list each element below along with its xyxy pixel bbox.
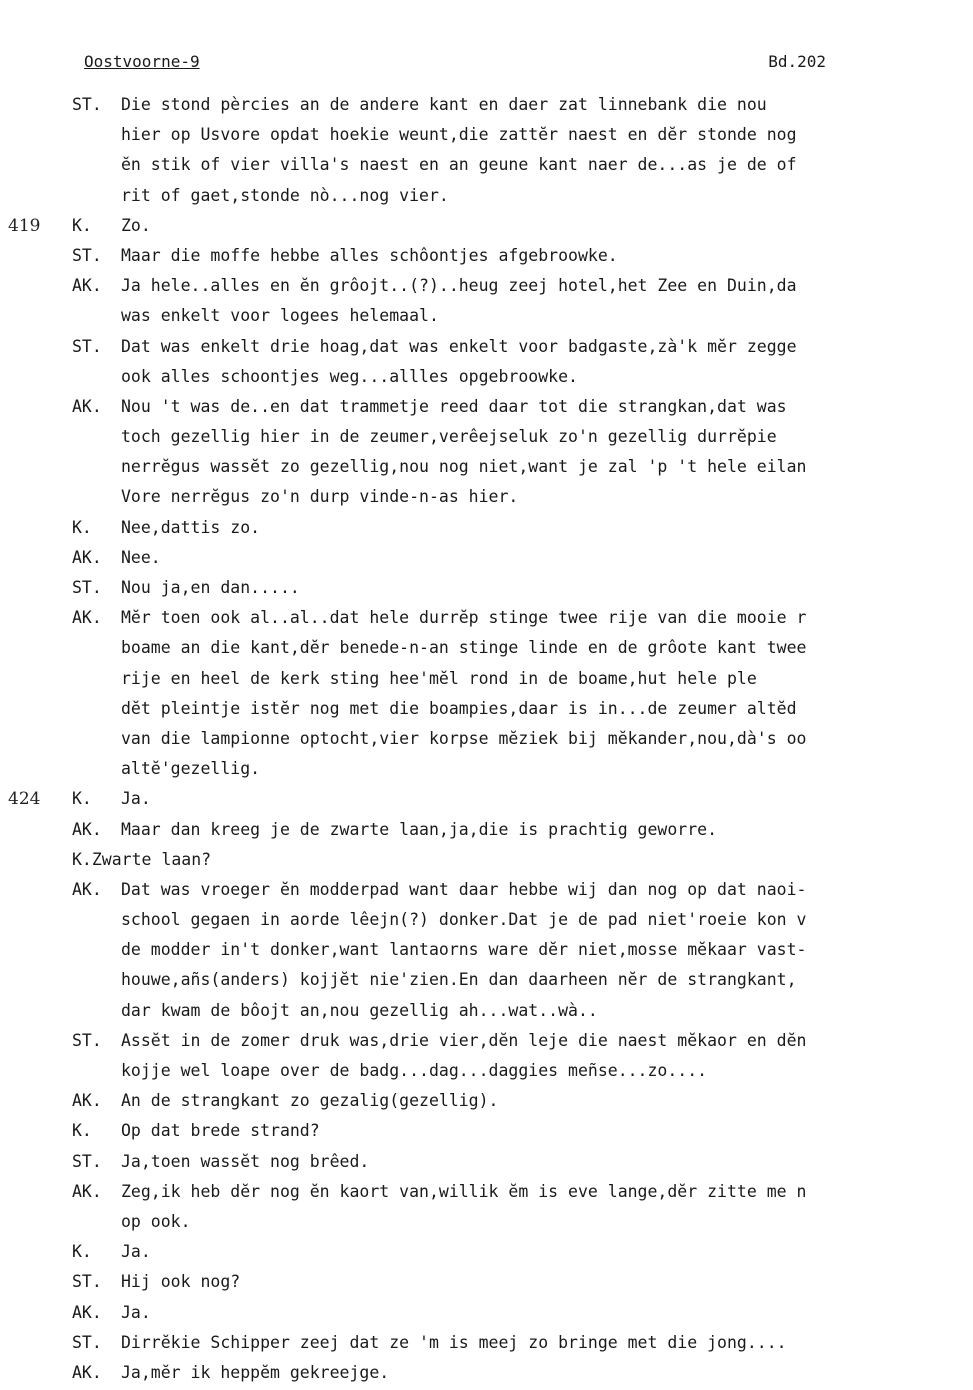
- speaker-label: AK.: [72, 1302, 102, 1322]
- speaker-label: K.: [72, 789, 92, 809]
- transcript-entry: [0, 815, 973, 845]
- transcript-line: [0, 1237, 973, 1267]
- transcript-line: [0, 452, 973, 482]
- transcript-entry: [0, 513, 973, 543]
- utterance-text: nerrĕgus wassĕt zo gezellig,nou nog niet,want je zal 'p 't hele eilan: [121, 457, 807, 477]
- speaker-label: ST.: [72, 1332, 102, 1352]
- transcript-line: [0, 120, 973, 150]
- utterance-text: school gegaen in aorde lêejn(?) donker.Dat je de pad niet'roeie kon v: [121, 910, 807, 930]
- transcript-entry: [0, 271, 973, 331]
- utterance-text: Zeg,ik heb dĕr nog ĕn kaort van,willik ĕm is eve lange,dĕr zitte me n: [121, 1181, 807, 1201]
- transcript-line: [0, 1177, 973, 1207]
- transcript-line: [0, 241, 973, 271]
- speaker-label: K.Zwarte laan?: [72, 849, 212, 869]
- utterance-text: rit of gaet,stonde nò...nog vier.: [121, 185, 449, 205]
- utterance-text: hier op Usvore opdat hoekie weunt,die zattĕr naest en dĕr stonde nog: [121, 125, 797, 145]
- utterance-text: Ja hele..alles en ĕn grôojt..(?)..heug zeej hotel,het Zee en Duin,da: [121, 276, 797, 296]
- utterance-text: dar kwam de bôojt an,nou gezellig ah...wat..wà..: [121, 1000, 598, 1020]
- transcript-line: [0, 935, 973, 965]
- speaker-label: K.: [72, 1121, 92, 1141]
- speaker-label: AK.: [72, 1091, 102, 1111]
- transcript-line: [0, 362, 973, 392]
- speaker-label: AK.: [72, 396, 102, 416]
- transcript-line: [0, 332, 973, 362]
- utterance-text: An de strangkant zo gezalig(gezellig).: [121, 1091, 499, 1111]
- transcript-line: [0, 271, 973, 301]
- utterance-text: Vore nerrĕgus zo'n durp vinde-n-as hier.: [121, 487, 519, 507]
- speaker-label: ST.: [72, 1030, 102, 1050]
- transcript-entry: [0, 1298, 973, 1328]
- transcript-entry: [0, 1177, 973, 1237]
- utterance-text: Ja.: [121, 1302, 151, 1322]
- transcript-entry: [0, 1358, 973, 1388]
- transcript-line: [0, 1116, 973, 1146]
- utterance-text: Ja.: [121, 1242, 151, 1262]
- transcript-line: [0, 392, 973, 422]
- transcript-line: [0, 1267, 973, 1297]
- transcript-entry: [0, 1086, 973, 1116]
- utterance-text: toch gezellig hier in de zeumer,verêejseluk zo'n gezellig durrĕpie: [121, 427, 777, 447]
- transcript-entry: [0, 1328, 973, 1358]
- transcript-line: [0, 1358, 973, 1388]
- transcript-line: [0, 1328, 973, 1358]
- transcript-entry: [0, 241, 973, 271]
- utterance-text: Ja,toen wassĕt nog brêed.: [121, 1151, 370, 1171]
- utterance-text: boame an die kant,dĕr benede-n-an stinge linde en de grôote kant twee: [121, 638, 807, 658]
- transcript-line: [0, 754, 973, 784]
- utterance-text: Dirrĕkie Schipper zeej dat ze 'm is meej zo bringe met die jong....: [121, 1332, 787, 1352]
- transcript-entry: [0, 875, 973, 1026]
- transcript-entry: [0, 1116, 973, 1146]
- transcript-line: [0, 996, 973, 1026]
- utterance-text: Nou ja,en dan.....: [121, 578, 300, 597]
- transcript-line: [0, 724, 973, 754]
- speaker-label: AK.: [72, 1181, 102, 1201]
- utterance-text: Zo.: [121, 215, 151, 235]
- utterance-text: op ook.: [121, 1211, 191, 1231]
- transcript-entry: [0, 1237, 973, 1267]
- utterance-text: rije en heel de kerk sting hee'mĕl rond in de boame,hut hele ple: [121, 668, 757, 688]
- speaker-label: AK.: [72, 1362, 102, 1382]
- transcript-line: [0, 90, 973, 120]
- transcript-line: [0, 573, 973, 603]
- transcript-entry: [0, 211, 973, 241]
- utterance-text: Ja.: [121, 789, 151, 809]
- transcript-line: [0, 1207, 973, 1237]
- utterance-text: Maar dan kreeg je de zwarte laan,ja,die is prachtig geworre.: [121, 819, 718, 839]
- transcript-line: [0, 482, 973, 512]
- speaker-label: ST.: [72, 336, 102, 356]
- transcript-line: [0, 1086, 973, 1116]
- speaker-label: ST.: [72, 95, 102, 114]
- margin-line-number: 419: [8, 215, 41, 236]
- transcript-entry: [0, 543, 973, 573]
- transcript-line: [0, 784, 973, 814]
- header-tape-number: Bd.202: [768, 52, 826, 71]
- utterance-text: Hij ook nog?: [121, 1272, 241, 1292]
- utterance-text: van die lampionne optocht,vier korpse mĕziek bij mĕkander,nou,dà's oo: [121, 728, 807, 748]
- speaker-label: ST.: [72, 245, 102, 265]
- transcript-entry: [0, 90, 973, 211]
- margin-line-number: 424: [8, 789, 41, 810]
- utterance-text: ook alles schoontjes weg...allles opgebroowke.: [121, 366, 578, 386]
- transcript-line: [0, 965, 973, 995]
- utterance-text: Die stond pèrcies an de andere kant en daer zat linnebank die nou: [121, 95, 767, 114]
- transcript-entry: [0, 1147, 973, 1177]
- speaker-label: AK.: [72, 547, 102, 567]
- utterance-text: Ja,mĕr ik heppĕm gekreejge.: [121, 1362, 390, 1382]
- utterance-text: Nee,dattis zo.: [121, 517, 261, 537]
- speaker-label: AK.: [72, 608, 102, 628]
- transcript-line: [0, 422, 973, 452]
- page-header: [84, 52, 844, 76]
- utterance-text: ĕn stik of vier villa's naest en an geune kant naer de...as je de of: [121, 155, 797, 175]
- utterance-text: dĕt pleintje istĕr nog met die boampies,daar is in...de zeumer altĕd: [121, 698, 797, 718]
- transcript-entry: [0, 392, 973, 513]
- transcript-line: [0, 694, 973, 724]
- speaker-label: ST.: [72, 578, 102, 597]
- transcript-entry: [0, 332, 973, 392]
- speaker-label: K.: [72, 1242, 92, 1262]
- transcript-line: [0, 905, 973, 935]
- transcript-entry: [0, 603, 973, 784]
- speaker-label: K.: [72, 517, 92, 537]
- utterance-text: Mĕr toen ook al..al..dat hele durrĕp stinge twee rije van die mooie r: [121, 608, 807, 628]
- speaker-label: K.: [72, 215, 92, 235]
- utterance-text: Nee.: [121, 547, 161, 567]
- transcript-line: [0, 181, 973, 211]
- utterance-text: de modder in't donker,want lantaorns ware dĕr niet,mosse mĕkaar vast-: [121, 940, 807, 960]
- utterance-text: Dat was vroeger ĕn modderpad want daar hebbe wij dan nog op dat naoi-: [121, 879, 807, 899]
- transcript-line: [0, 875, 973, 905]
- transcript-entry: [0, 845, 973, 875]
- utterance-text: Dat was enkelt drie hoag,dat was enkelt voor badgaste,zà'k mĕr zegge: [121, 336, 797, 356]
- speaker-label: AK.: [72, 276, 102, 296]
- transcript-body: [0, 90, 973, 1388]
- transcript-entry: [0, 784, 973, 814]
- transcript-line: [0, 1056, 973, 1086]
- transcript-entry: [0, 1267, 973, 1297]
- utterance-text: houwe,añs(anders) kojjĕt nie'zien.En dan daarheen nĕr de strangkant,: [121, 970, 797, 990]
- utterance-text: was enkelt voor logees helemaal.: [121, 306, 439, 326]
- utterance-text: Nou 't was de..en dat trammetje reed daar tot die strangkan,dat was: [121, 396, 787, 416]
- speaker-label: AK.: [72, 819, 102, 839]
- transcript-line: [0, 815, 973, 845]
- transcript-line: [0, 513, 973, 543]
- transcript-line: [0, 603, 973, 633]
- utterance-text: Assĕt in de zomer druk was,drie vier,dĕn leje die naest mĕkaor en dĕn: [121, 1030, 807, 1050]
- transcript-entry: [0, 573, 973, 603]
- transcript-line: [0, 664, 973, 694]
- utterance-text: altĕ'gezellig.: [121, 759, 261, 779]
- transcript-line: [0, 1298, 973, 1328]
- utterance-text: Maar die moffe hebbe alles schôontjes afgebroowke.: [121, 245, 618, 265]
- transcript-line: [0, 211, 973, 241]
- transcript-line: [0, 150, 973, 180]
- header-location: Oostvoorne-9: [84, 52, 200, 71]
- transcript-entry: [0, 1026, 973, 1086]
- speaker-label: ST.: [72, 1272, 102, 1292]
- transcript-line: [0, 1026, 973, 1056]
- utterance-text: kojje wel loape over de badg...dag...daggies meñse...zo....: [121, 1061, 708, 1080]
- transcript-line: [0, 1147, 973, 1177]
- speaker-label: ST.: [72, 1151, 102, 1171]
- transcript-line: [0, 633, 973, 663]
- utterance-text: Op dat brede strand?: [121, 1121, 320, 1141]
- transcript-line: [0, 543, 973, 573]
- transcript-line: [0, 301, 973, 331]
- speaker-label: AK.: [72, 879, 102, 899]
- transcript-line: [0, 845, 973, 875]
